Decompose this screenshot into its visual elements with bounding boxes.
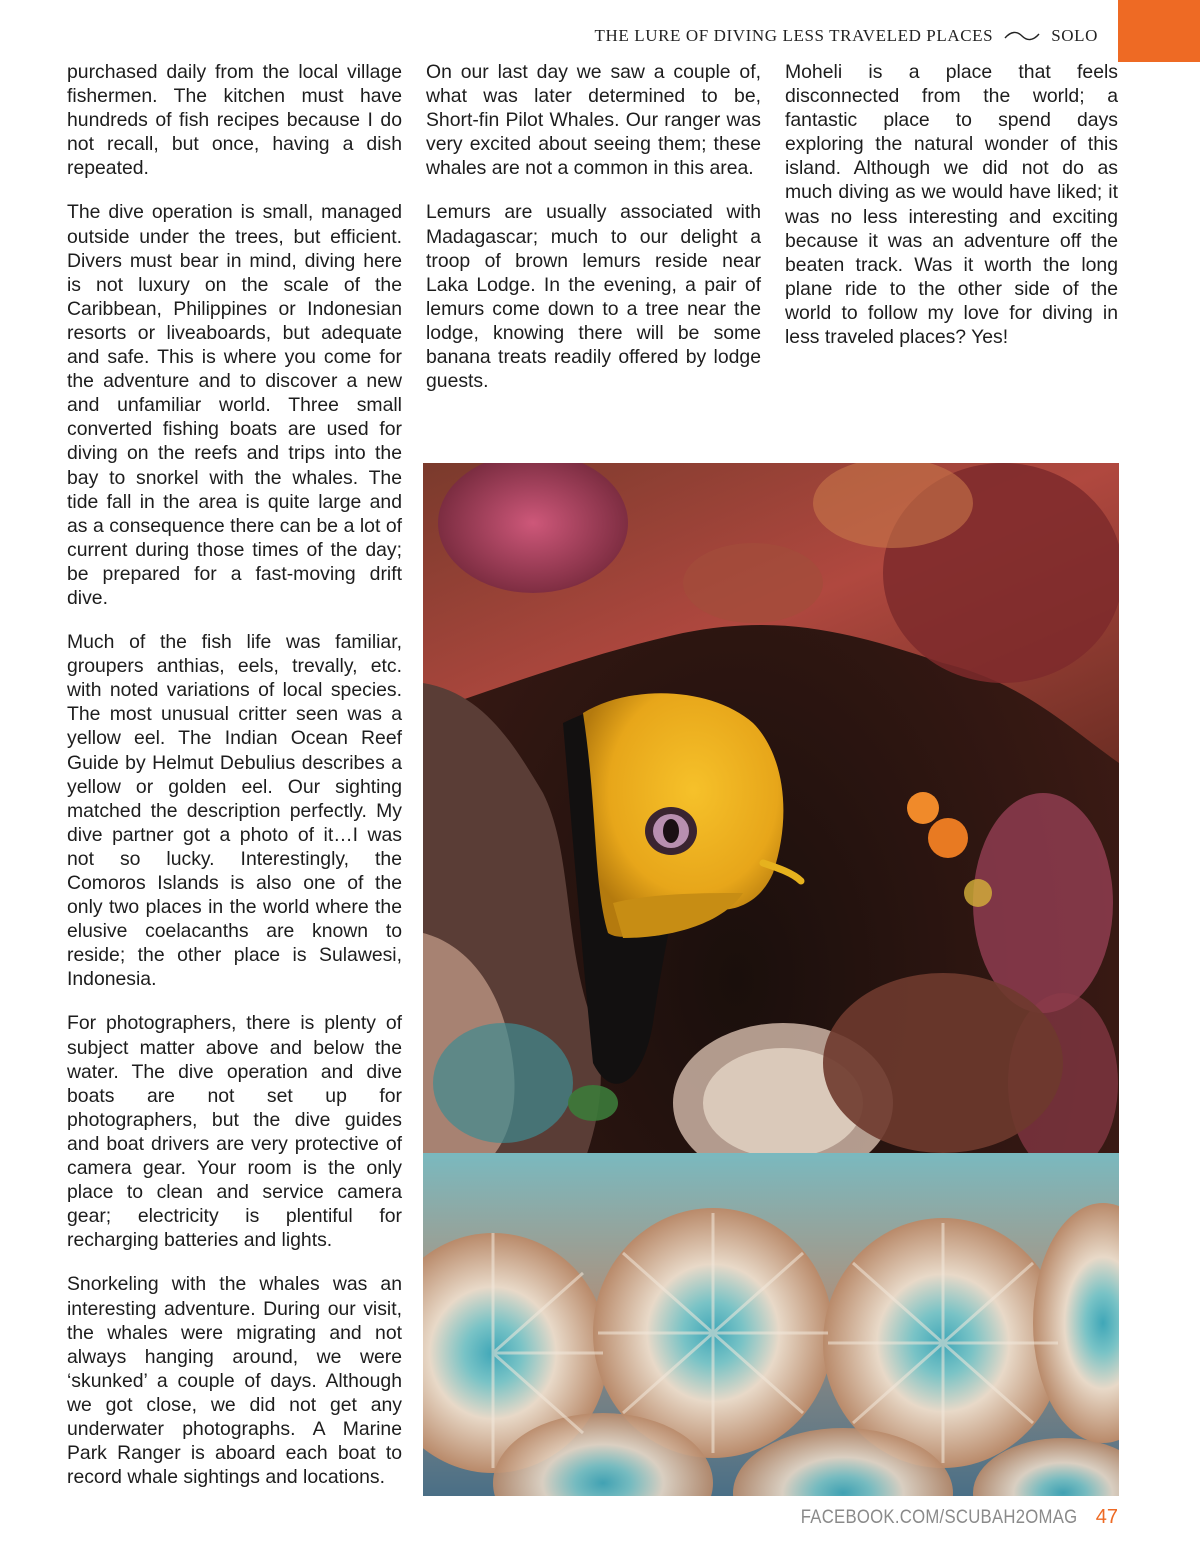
text-column-2 <box>426 60 761 413</box>
paragraph: Lemurs are usually associated with Madagascar; much to our delight a troop of brown lemurs reside near Laka Lodge. In the evening, a pair of lemurs come down to a tree near the lodge, knowing there will be some banana treats readily offered by lodge guests. <box>426 201 761 393</box>
text-column-3 <box>785 60 1118 369</box>
yellow-eel-photo <box>423 463 1119 1496</box>
orange-corner-tab <box>1118 0 1200 62</box>
running-title: THE LURE OF DIVING LESS TRAVELED PLACES <box>594 26 994 45</box>
paragraph: On our last day we saw a couple of, what was later determined to be, Short-fin Pilot Whales. Our ranger was very excited about seeing them; these whales are not a common in this area. <box>426 61 761 180</box>
paragraph: purchased daily from the local village fishermen. The kitchen must have hundreds of fish recipes because I do not recall, but once, having a dish repeated. <box>67 61 402 180</box>
paragraph: Moheli is a place that feels disconnected from the world; a fantastic place to spend days exploring the natural wonder of this island. Although we did not do as much diving as we would have liked; it was no less interesting and exciting because it was an adventure off the beaten track. Was it worth the long plane ride to the other side of the world to follow my love for diving in less traveled places? Yes! <box>785 61 1118 349</box>
page-number: 47 <box>1095 1506 1118 1528</box>
footer-site-link[interactable]: FACEBOOK.COM/SCUBAH2OMAG <box>801 1507 1078 1528</box>
paragraph: Much of the fish life was familiar, groupers anthias, eels, trevally, etc. with noted variations of local species. The most unusual critter seen was a yellow eel. The Indian Ocean Reef Guide by Helmut Debulius describes a yellow or golden eel. Our sighting matched the description perfectly. My dive partner got a photo of it…I was not so lucky. Interestingly, the Comoros Islands is also one of the only two places in the world where the elusive coelacanths are known to reside; the other place is Sulawesi, Indonesia. <box>67 631 402 991</box>
paragraph: Snorkeling with the whales was an interesting adventure. During our visit, the whales were migrating and not always hanging around, we were ‘skunked’ a couple of days. Although we got close, we did not get any underwater photographs. A Marine Park Ranger is aboard each boat to record whale sightings and locations. <box>67 1273 402 1489</box>
paragraph: The dive operation is small, managed outside under the trees, but efficient. Divers must bear in mind, diving here is not luxury on the scale of the Caribbean, Philippines or Indonesian resorts or liveaboards, but adequate and safe. This is where you come for the adventure and to discover a new and unfamiliar world. Three small converted fishing boats are used for diving on the reefs and trips into the bay to snorkel with the whales. The tide fall in the area is quite large and as a consequence there can be a lot of current during those times of the day; be prepared for a fast-moving drift dive. <box>67 201 402 609</box>
section-label: SOLO <box>1051 26 1098 45</box>
page-footer <box>763 1506 1118 1529</box>
text-column-1 <box>67 60 402 1509</box>
swash-divider-icon <box>1003 29 1041 43</box>
paragraph: For photographers, there is plenty of subject matter above and below the water. The dive operation and dive boats are not set up for photographers, but the dive guides and boat drivers are very protective of camera gear. Your room is the only place to clean and service camera gear; electricity is plentiful for recharging batteries and lights. <box>67 1012 402 1252</box>
running-header <box>595 26 1098 46</box>
